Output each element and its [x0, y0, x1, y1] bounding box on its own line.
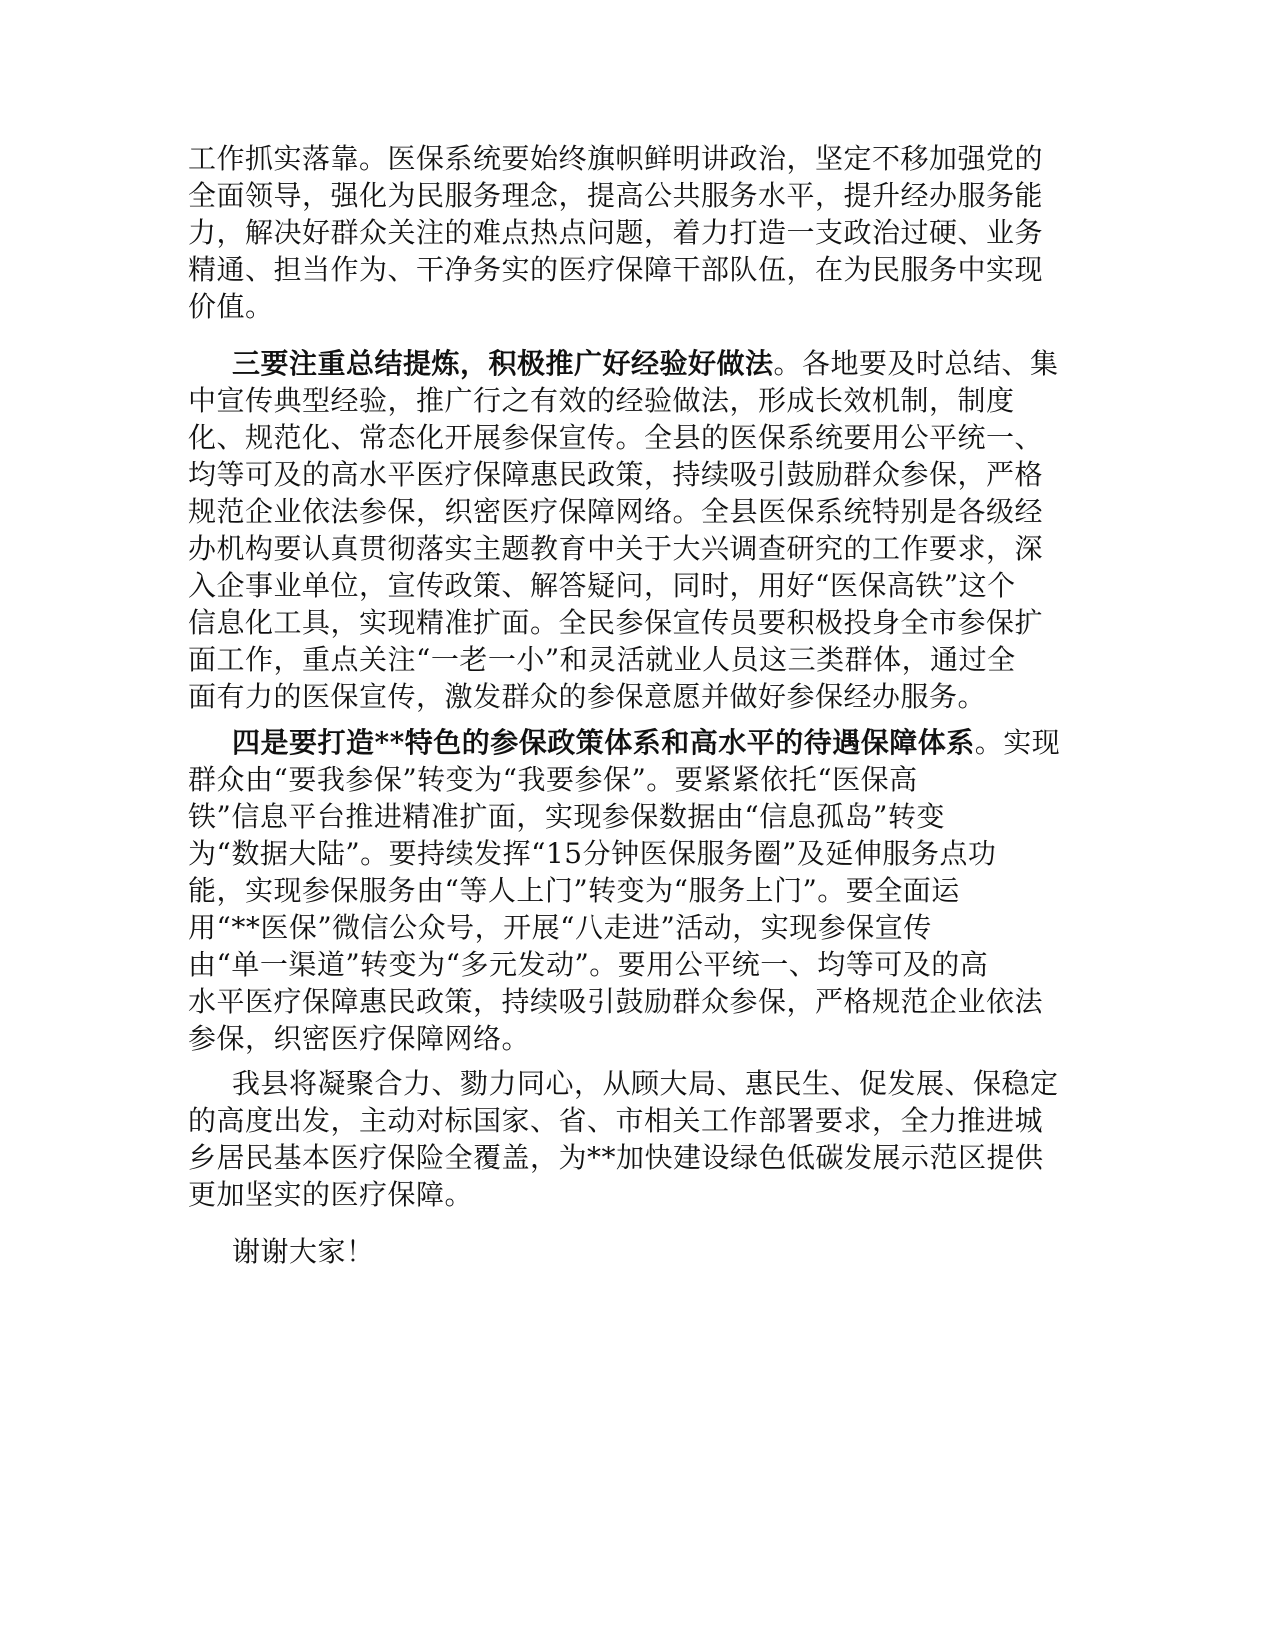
paragraph-line: 我县将凝聚合力、勠力同心，从顾大局、惠民生、促发展、保稳定: [232, 1067, 1059, 1100]
paragraph-line: 乡居民基本医疗保险全覆盖，为**加快建设绿色低碳发展示范区提供: [188, 1141, 1044, 1174]
paragraph-line: 为“数据大陆”。要持续发挥“15分钟医保服务圈”及延伸服务点功: [188, 837, 997, 870]
paragraph-line: 水平医疗保障惠民政策，持续吸引鼓励群众参保，严格规范企业依法: [188, 985, 1044, 1018]
paragraph-line: 更加坚实的医疗保障。: [188, 1178, 474, 1211]
paragraph-line: 入企事业单位，宣传政策、解答疑问，同时，用好“医保高铁”这个: [188, 569, 1016, 602]
paragraph-line: 价值。: [188, 290, 274, 323]
paragraph-line: 化、规范化、常态化开展参保宣传。全县的医保系统要用公平统一、: [188, 421, 1044, 454]
paragraph-line: 信息化工具，实现精准扩面。全民参保宣传员要积极投身全市参保扩: [188, 606, 1044, 639]
paragraph-line: 均等可及的高水平医疗保障惠民政策，持续吸引鼓励群众参保，严格: [188, 458, 1044, 491]
paragraph-first-line: [232, 724, 1060, 762]
paragraph-line: 由“单一渠道”转变为“多元发动”。要用公平统一、均等可及的高: [188, 948, 989, 981]
paragraph-heading: 四是要打造**特色的参保政策体系和高水平的待遇保障体系: [232, 726, 975, 759]
paragraph-first-line-text: 。实现: [974, 726, 1061, 759]
paragraph-line: 用“**医保”微信公众号，开展“八走进”活动，实现参保宣传: [188, 911, 932, 944]
paragraph-line: 参保，织密医疗保障网络。: [188, 1022, 531, 1055]
paragraph-line: 群众由“要我参保”转变为“我要参保”。要紧紧依托“医保高: [188, 763, 918, 796]
paragraph-line: 中宣传典型经验，推广行之有效的经验做法，形成长效机制，制度: [188, 384, 1015, 417]
paragraph-line: 能，实现参保服务由“等人上门”转变为“服务上门”。要全面运: [188, 874, 960, 907]
paragraph-line: 面工作，重点关注“一老一小”和灵活就业人员这三类群体，通过全: [188, 643, 1016, 676]
closing-text: 谢谢大家！: [232, 1235, 375, 1268]
paragraph-line: 力，解决好群众关注的难点热点问题，着力打造一支政治过硬、业务: [188, 216, 1044, 249]
paragraph-line: 全面领导，强化为民服务理念，提高公共服务水平，提升经办服务能: [188, 179, 1044, 212]
paragraph-line: 精通、担当作为、干净务实的医疗保障干部队伍，在为民服务中实现: [188, 253, 1044, 286]
paragraph-line: 的高度出发，主动对标国家、省、市相关工作部署要求，全力推进城: [188, 1104, 1044, 1137]
paragraph-line: 办机构要认真贯彻落实主题教育中关于大兴调查研究的工作要求，深: [188, 532, 1044, 565]
paragraph-first-line-text: 。各地要及时总结、集: [773, 347, 1059, 380]
paragraph-line: 面有力的医保宣传，激发群众的参保意愿并做好参保经办服务。: [188, 680, 987, 713]
paragraph-line: 铁”信息平台推进精准扩面，实现参保数据由“信息孤岛”转变: [188, 800, 945, 833]
paragraph-first-line: [232, 345, 1059, 383]
paragraph-line: 工作抓实落靠。医保系统要始终旗帜鲜明讲政治，坚定不移加强党的: [188, 142, 1044, 175]
paragraph-heading: 三要注重总结提炼，积极推广好经验好做法: [232, 347, 774, 380]
paragraph-line: 规范企业依法参保，织密医疗保障网络。全县医保系统特别是各级经: [188, 495, 1044, 528]
